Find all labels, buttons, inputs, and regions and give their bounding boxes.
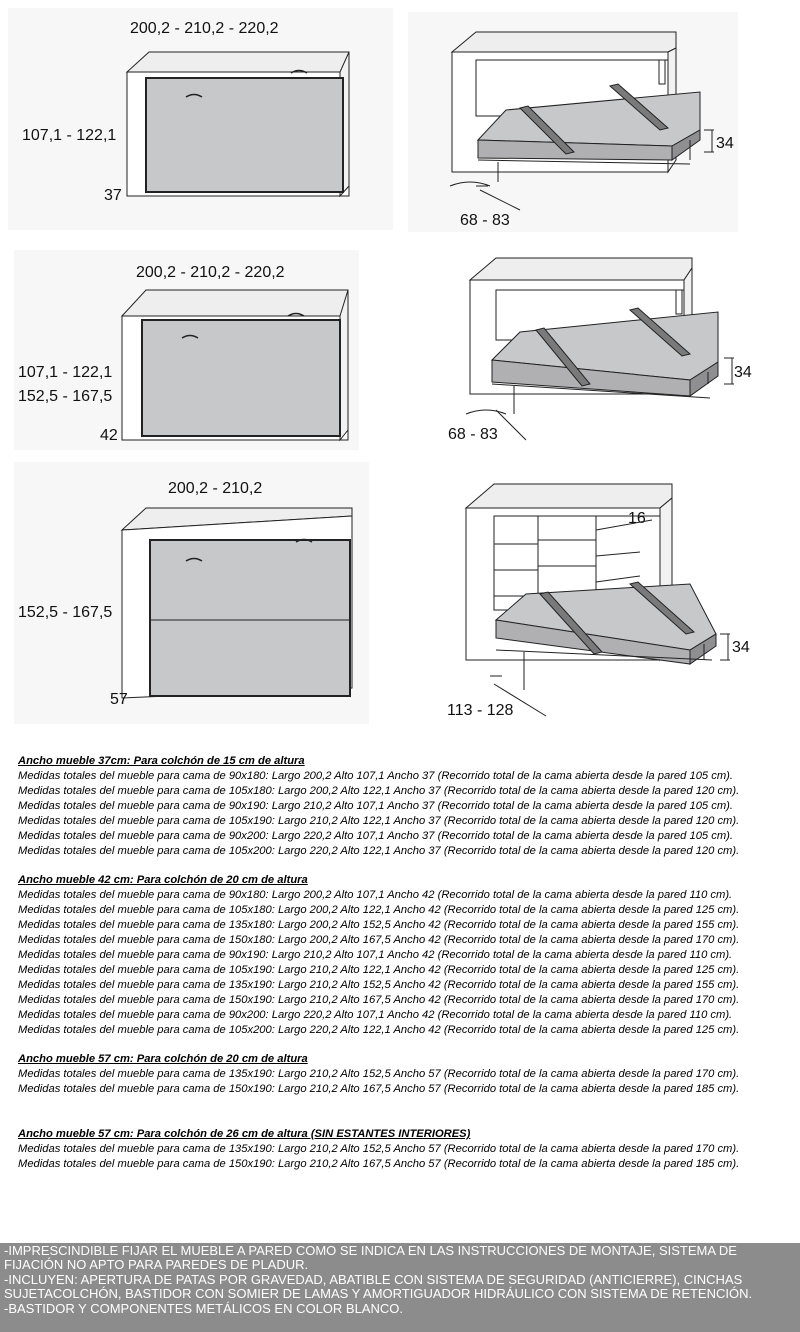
spec-line: Medidas totales del mueble para cama de 90x180: Largo 200,2 Alto 107,1 Ancho 37 (Recorrido total de la cama abierta desde la pared 105 cm).	[18, 770, 733, 782]
note-line: -IMPRESCINDIBLE FIJAR EL MUEBLE A PARED COMO SE INDICA EN LAS INSTRUCCIONES DE MONTAJE, SISTEMA DE FIJACIÓN NO APTO PARA PAREDES DE PLADUR.	[4, 1243, 737, 1272]
spec-line: Medidas totales del mueble para cama de 90x190: Largo 210,2 Alto 107,1 Ancho 37 (Recorrido total de la cama abierta desde la pared 105 cm).	[18, 800, 733, 812]
note-line: -BASTIDOR Y COMPONENTES METÁLICOS EN COLOR BLANCO.	[4, 1301, 403, 1316]
spec-line: Medidas totales del mueble para cama de 150x190: Largo 210,2 Alto 167,5 Ancho 57 (Recorrido total de la cama abierta desde la pared 185 cm).	[18, 1158, 740, 1170]
spec-section-37	[18, 754, 790, 859]
spec-section-57-26	[18, 1127, 790, 1172]
spec-line: Medidas totales del mueble para cama de 105x180: Largo 200,2 Alto 122,1 Ancho 37 (Recorrido total de la cama abierta desde la pared 120 cm).	[18, 785, 740, 797]
spec-line: Medidas totales del mueble para cama de 135x180: Largo 200,2 Alto 152,5 Ancho 42 (Recorrido total de la cama abierta desde la pared 155 cm).	[18, 919, 740, 931]
spec-line: Medidas totales del mueble para cama de 135x190: Largo 210,2 Alto 152,5 Ancho 57 (Recorrido total de la cama abierta desde la pared 170 cm).	[18, 1143, 740, 1155]
spec-title: Ancho mueble 57 cm: Para colchón de 26 cm de altura (SIN ESTANTES INTERIORES)	[18, 1128, 471, 1140]
open-42-projection-label: 68 - 83	[448, 426, 498, 443]
spec-line: Medidas totales del mueble para cama de 105x190: Largo 210,2 Alto 122,1 Ancho 42 (Recorrido total de la cama abierta desde la pared 125 cm).	[18, 964, 740, 976]
closed-cabinet-57	[122, 508, 352, 698]
closed-37-height-label: 107,1 - 122,1	[22, 127, 117, 144]
spec-section-57-20	[18, 1052, 790, 1097]
closed-57-width-label: 200,2 - 210,2	[168, 480, 263, 497]
spec-line: Medidas totales del mueble para cama de 150x190: Largo 210,2 Alto 167,5 Ancho 57 (Recorrido total de la cama abierta desde la pared 185 cm).	[18, 1083, 740, 1095]
open-57-projection-label: 113 - 128	[447, 702, 514, 719]
specifications	[18, 754, 790, 1186]
spec-line: Medidas totales del mueble para cama de 105x200: Largo 220,2 Alto 122,1 Ancho 42 (Recorrido total de la cama abierta desde la pared 125 cm).	[18, 1024, 740, 1036]
spec-line: Medidas totales del mueble para cama de 105x200: Largo 220,2 Alto 122,1 Ancho 37 (Recorrido total de la cama abierta desde la pared 120 cm).	[18, 845, 740, 857]
open-37-projection-label: 68 - 83	[460, 212, 510, 229]
spec-line: Medidas totales del mueble para cama de 90x200: Largo 220,2 Alto 107,1 Ancho 37 (Recorrido total de la cama abierta desde la pared 105 cm).	[18, 830, 733, 842]
open-37-bed-height-label: 34	[716, 135, 734, 152]
open-bed-42	[466, 258, 734, 440]
spec-line: Medidas totales del mueble para cama de 90x180: Largo 200,2 Alto 107,1 Ancho 42 (Recorrido total de la cama abierta desde la pared 110 cm).	[18, 889, 733, 901]
closed-42-height-label-b: 152,5 - 167,5	[18, 388, 113, 405]
closed-cabinet-37	[127, 52, 349, 196]
closed-cabinet-42	[122, 290, 348, 440]
spec-line: Medidas totales del mueble para cama de 135x190: Largo 210,2 Alto 152,5 Ancho 57 (Recorrido total de la cama abierta desde la pared 170 cm).	[18, 1068, 740, 1080]
spec-title: Ancho mueble 42 cm: Para colchón de 20 cm de altura	[18, 874, 308, 886]
open-bed-57	[466, 484, 730, 716]
open-42-bed-height-label: 34	[734, 364, 752, 381]
closed-37-width-label: 200,2 - 210,2 - 220,2	[130, 20, 279, 37]
closed-42-width-label: 200,2 - 210,2 - 220,2	[136, 264, 285, 281]
note-line: -INCLUYEN: APERTURA DE PATAS POR GRAVEDAD, ABATIBLE CON SISTEMA DE SEGURIDAD (ANTICIERRE), CINCHAS SUJETACOLCHÓN, BASTIDOR CON SOMIER DE LAMAS Y AMORTIGUADOR HIDRÁULICO CON SISTEMA DE RETENCIÓN.	[4, 1272, 753, 1301]
open-57-bed-height-label: 34	[732, 639, 750, 656]
spec-line: Medidas totales del mueble para cama de 150x190: Largo 210,2 Alto 167,5 Ancho 42 (Recorrido total de la cama abierta desde la pared 170 cm).	[18, 994, 740, 1006]
notes-banner	[0, 1243, 800, 1332]
spec-title: Ancho mueble 57 cm: Para colchón de 20 cm de altura	[18, 1053, 308, 1065]
spec-line: Medidas totales del mueble para cama de 105x190: Largo 210,2 Alto 122,1 Ancho 37 (Recorrido total de la cama abierta desde la pared 120 cm).	[18, 815, 740, 827]
closed-57-height-label: 152,5 - 167,5	[18, 604, 113, 621]
closed-42-depth-label: 42	[100, 427, 118, 444]
open-57-shelf-label: 16	[628, 510, 646, 527]
closed-57-depth-label: 57	[110, 691, 128, 708]
spec-section-42	[18, 873, 790, 1038]
spec-line: Medidas totales del mueble para cama de 105x180: Largo 200,2 Alto 122,1 Ancho 42 (Recorrido total de la cama abierta desde la pared 125 cm).	[18, 904, 740, 916]
spec-line: Medidas totales del mueble para cama de 135x190: Largo 210,2 Alto 152,5 Ancho 42 (Recorrido total de la cama abierta desde la pared 155 cm).	[18, 979, 740, 991]
closed-42-height-label-a: 107,1 - 122,1	[18, 364, 113, 381]
spec-line: Medidas totales del mueble para cama de 150x180: Largo 200,2 Alto 167,5 Ancho 42 (Recorrido total de la cama abierta desde la pared 170 cm).	[18, 934, 740, 946]
spec-line: Medidas totales del mueble para cama de 90x200: Largo 220,2 Alto 107,1 Ancho 42 (Recorrido total de la cama abierta desde la pared 110 cm).	[18, 1009, 733, 1021]
spec-title: Ancho mueble 37cm: Para colchón de 15 cm de altura	[18, 755, 305, 767]
closed-37-depth-label: 37	[104, 187, 122, 204]
spec-line: Medidas totales del mueble para cama de 90x190: Largo 210,2 Alto 107,1 Ancho 42 (Recorrido total de la cama abierta desde la pared 110 cm).	[18, 949, 733, 961]
